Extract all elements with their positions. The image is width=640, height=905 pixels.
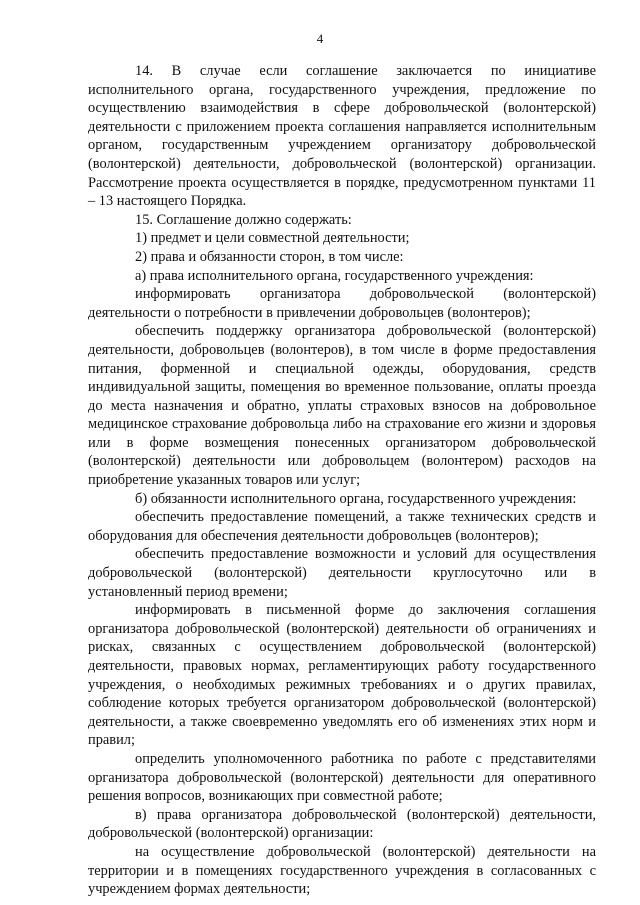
- paragraph-15: 15. Соглашение должно содержать:: [135, 211, 352, 228]
- clause-inform-organizer: информировать организатора добровольческой (волонтерской) деятельности о потребности в привлечении добровольцев (волонтеров);: [88, 286, 596, 321]
- clause-carry-out-activity: на осуществление добровольческой (волонтерской) деятельности на территории и в помещениях государственного учреждения в согласованных с учреждением формах деятельности;: [88, 843, 596, 898]
- list-item-1: 1) предмет и цели совместной деятельности;: [135, 230, 410, 247]
- paragraph-14: 14. В случае если соглашение заключается по инициативе исполнительного органа, государственного учреждения, предложение по осуществлению взаимодействия в сфере добровольческой (волонтерской) деятельности с приложением проекта соглашения направляется исполнительным органом, государственным учреждением организатору добровольческой (волонтерской) деятельности, добровольческой (волонтерской) организации. Рассмотрение проекта осуществляется в порядке, предусмотренном пунктами 11 – 13 настоящего Порядка.: [88, 63, 596, 210]
- clause-appoint-employee: определить уполномоченного работника по работе с представителями организатора добровольческой (волонтерской) деятельности для оперативного решения вопросов, возникающих при совместной работе;: [88, 750, 596, 805]
- clause-provide-premises: обеспечить предоставление помещений, а также технических средств и оборудования для обеспечения деятельности добровольцев (волонтеров);: [88, 509, 596, 544]
- clause-inform-in-writing: информировать в письменной форме до заключения соглашения организатора добровольческой (волонтерской) деятельности об ограничениях и рисках, связанных с осуществлением добровольческой (волонтерской) деятельности, правовых нормах, регламентирующих работу государственного учреждения, о необходимых режимных требованиях и о других правилах, соблюдение которых требуется организатором добровольческой (волонтерской) деятельности, а также своевременно уведомлять его об изменениях этих норм и правил;: [88, 602, 596, 749]
- list-item-2: 2) права и обязанности сторон, в том числе:: [135, 248, 404, 265]
- subitem-a: а) права исполнительного органа, государственного учреждения:: [135, 267, 534, 284]
- document-body: [88, 62, 596, 899]
- clause-provide-support: обеспечить поддержку организатора добровольческой (волонтерской) деятельности, добровольцев (волонтеров), в том числе в форме предоставления питания, форменной и специальной одежды, оборудования, средств индивидуальной защиты, помещения во временное пользование, оплаты проезда до места назначения и обратно, уплаты страховых взносов на добровольное медицинское страхование добровольца либо на страхование его жизни и здоровья или в форме возмещения понесенных организатором добровольческой (волонтерской) деятельности или добровольцем (волонтером) расходов на приобретение указанных товаров или услуг;: [88, 323, 596, 489]
- subitem-v: в) права организатора добровольческой (волонтерской) деятельности, добровольческой (волонтерской) организации:: [88, 806, 596, 842]
- clause-provide-conditions: обеспечить предоставление возможности и условий для осуществления добровольческой (волонтерской) деятельности круглосуточно или в установленный период времени;: [88, 546, 596, 600]
- page-number: 4: [316, 31, 324, 46]
- subitem-b: б) обязанности исполнительного органа, государственного учреждения:: [135, 490, 577, 507]
